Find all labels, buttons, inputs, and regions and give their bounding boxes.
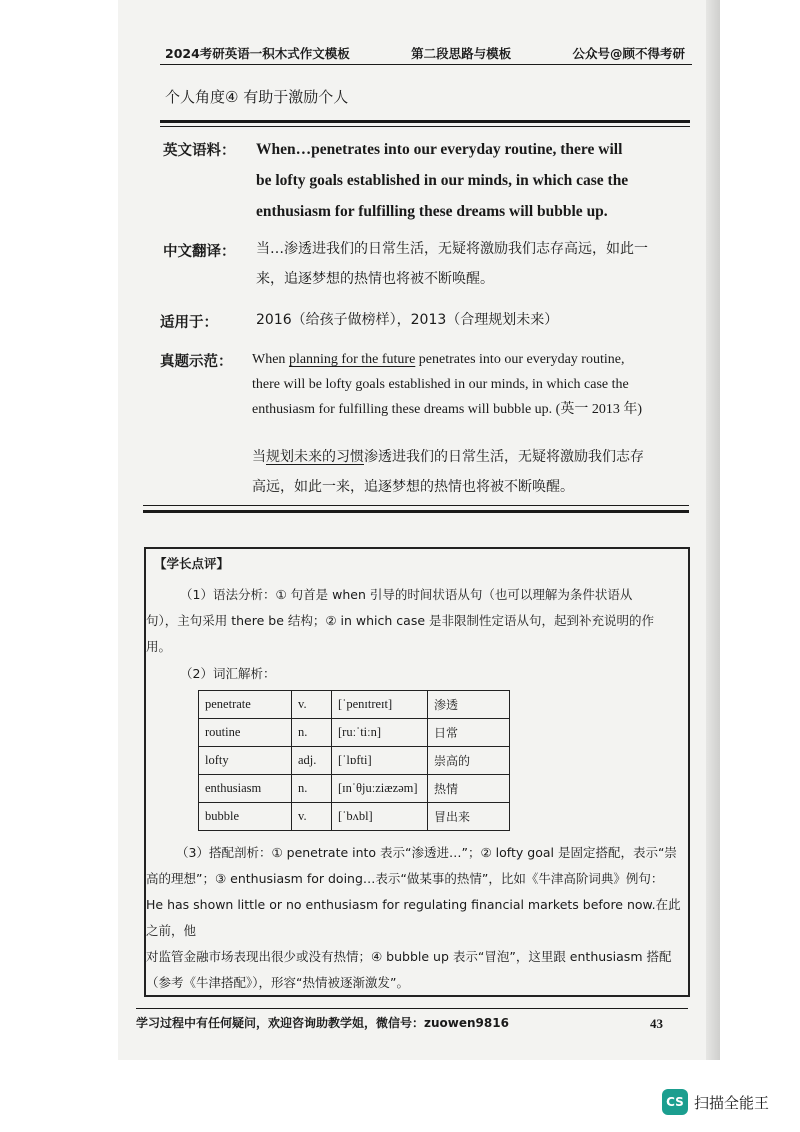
vocab-phonetic: [ɪnˈθjuːziæzəm]: [332, 775, 428, 803]
header-center: 第二段思路与模板: [411, 46, 512, 61]
collocation-analysis: [146, 840, 688, 996]
comment-title: 【学长点评】: [154, 556, 230, 571]
example-line-start: When: [252, 352, 289, 367]
vocab-pos: n.: [292, 719, 332, 747]
camscanner-logo-icon: CS: [662, 1089, 688, 1115]
grammar-line: 用。: [146, 639, 172, 654]
page-number: 43: [650, 1016, 663, 1031]
header-rule: [160, 64, 692, 65]
collocation-line: 高的理想”；③ enthusiasm for doing…表示“做某事的热情”，比如《牛津高阶词典》例句：: [146, 871, 664, 886]
vocabulary-table: [198, 690, 510, 831]
vocab-title: （2）词汇解析：: [180, 666, 276, 681]
chinese-translation-label: 中文翻译：: [163, 244, 236, 260]
chinese-translation-line: 当…渗透进我们的日常生活，无疑将激励我们志存高远，如此一: [256, 241, 648, 257]
page-edge-shadow: [706, 0, 720, 1060]
vocab-meaning: 热情: [428, 775, 510, 803]
camscanner-brand: 扫描全能王: [694, 1094, 770, 1112]
title-rule-thin: [160, 126, 690, 127]
vocab-word: routine: [199, 719, 292, 747]
table-row: [199, 747, 510, 775]
vocab-pos: v.: [292, 691, 332, 719]
example-zh-line: 高远，如此一来，追逐梦想的热情也将被不断唤醒。: [252, 479, 574, 495]
example-english: [252, 347, 692, 422]
table-row: [199, 775, 510, 803]
vocab-phonetic: [ˈbʌbl]: [332, 803, 428, 831]
footer-rule: [136, 1008, 688, 1009]
english-material-label: 英文语料：: [163, 143, 236, 159]
vocab-pos: v.: [292, 803, 332, 831]
vocab-phonetic: [ˈlɒfti]: [332, 747, 428, 775]
english-material-line: When…penetrates into our everyday routine, there will: [256, 141, 623, 158]
header-left: 2024考研英语一积木式作文模板: [165, 46, 350, 61]
vocab-meaning: 崇高的: [428, 747, 510, 775]
collocation-line: 对监管金融市场表现出很少或没有热情；④ bubble up 表示“冒泡”，这里跟 enthusiasm 搭配: [146, 949, 672, 964]
example-zh-start: 当: [252, 449, 266, 465]
vocab-phonetic: [ˈpenɪtreɪt]: [332, 691, 428, 719]
table-row: [199, 691, 510, 719]
collocation-line: （3）搭配剖析：① penetrate into 表示“渗透进…”；② lofty goal 是固定搭配，表示“崇: [176, 845, 677, 860]
example-line: [252, 347, 692, 372]
section-title: 个人角度④ 有助于激励个人: [165, 88, 349, 106]
example-line-end: penetrates into our everyday routine,: [415, 352, 625, 367]
example-zh-line: [252, 442, 692, 472]
collocation-line: （参考《牛津搭配》），形容“热情被逐渐激发”。: [146, 975, 409, 990]
example-label: 真题示范：: [160, 354, 233, 370]
collocation-line: He has shown little or no enthusiasm for regulating financial markets before now.在此之前，他: [146, 897, 681, 938]
footer-contact: 学习过程中有任何疑问，欢迎咨询助教学姐，微信号：zuowen9816: [136, 1016, 509, 1030]
vocab-meaning: 冒出来: [428, 803, 510, 831]
vocab-word: penetrate: [199, 691, 292, 719]
example-line: there will be lofty goals established in our minds, in which case the: [252, 377, 629, 392]
applicable-label: 适用于：: [160, 315, 218, 331]
chinese-translation-text: [256, 234, 696, 294]
english-material-text: [256, 134, 688, 227]
vocab-meaning: 渗透: [428, 691, 510, 719]
english-material-line: be lofty goals established in our minds, in which case the: [256, 172, 629, 189]
example-line: enthusiasm for fulfilling these dreams will bubble up. (英一 2013 年): [252, 402, 642, 417]
grammar-line: 句），主句采用 there be 结构；② in which case 是非限制性定语从句，起到补充说明的作: [146, 613, 655, 628]
vocab-word: enthusiasm: [199, 775, 292, 803]
underlined-zh-phrase: 规划未来的习惯: [266, 449, 364, 465]
example-chinese: [252, 442, 692, 502]
section-end-rule-thick: [143, 510, 689, 513]
vocab-word: bubble: [199, 803, 292, 831]
vocab-word: lofty: [199, 747, 292, 775]
vocab-phonetic: [ruːˈtiːn]: [332, 719, 428, 747]
header-right: 公众号@顾不得考研: [572, 46, 685, 61]
vocab-pos: n.: [292, 775, 332, 803]
vocab-pos: adj.: [292, 747, 332, 775]
underlined-phrase: planning for the future: [288, 352, 416, 367]
vocab-meaning: 日常: [428, 719, 510, 747]
chinese-translation-line: 来，追逐梦想的热情也将被不断唤醒。: [256, 271, 494, 287]
example-zh-end: 渗透进我们的日常生活，无疑将激励我们志存: [364, 449, 644, 465]
running-header: [165, 44, 685, 62]
english-material-line: enthusiasm for fulfilling these dreams will bubble up.: [256, 203, 608, 220]
grammar-analysis: [146, 582, 688, 660]
table-row: [199, 719, 510, 747]
grammar-line: （1）语法分析：① 句首是 when 引导的时间状语从句（也可以理解为条件状语从: [180, 587, 633, 602]
table-row: [199, 803, 510, 831]
section-end-rule-thin: [143, 505, 689, 506]
title-rule-thick: [160, 120, 690, 123]
applicable-text: 2016（给孩子做榜样），2013（合理规划未来）: [256, 312, 559, 328]
